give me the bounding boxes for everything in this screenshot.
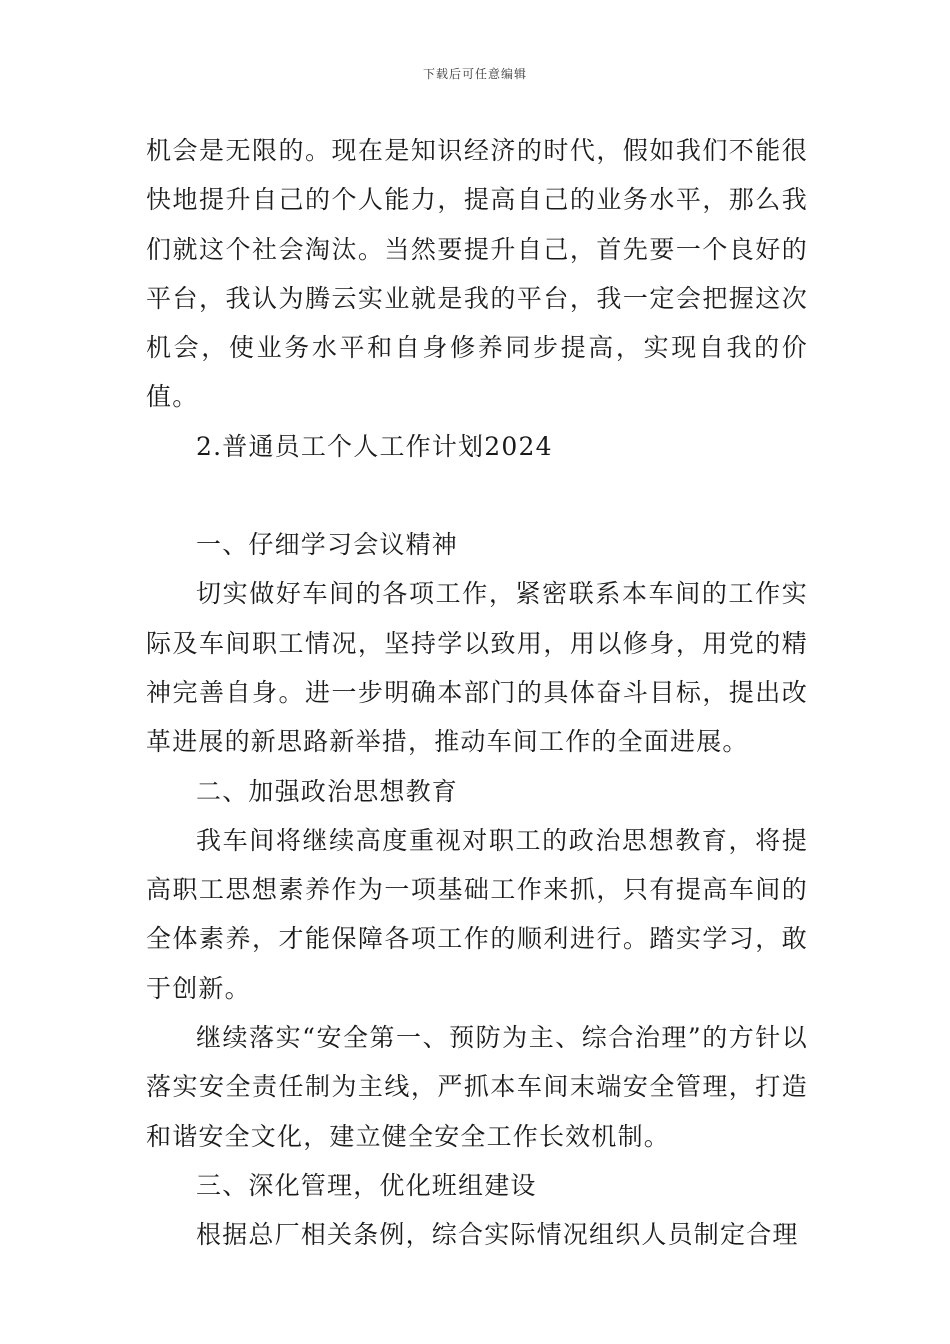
document-body xyxy=(146,126,808,1260)
paragraph-three: 继续落实“安全第一、预防为主、综合治理”的方针以落实安全责任制为主线，严抓本车间末端安全管理，打造和谐安全文化，建立健全安全工作长效机制。 xyxy=(146,1023,808,1151)
paragraph-two: 我车间将继续高度重视对职工的政治思想教育，将提高职工思想素养作为一项基础工作来抓，只有提高车间的全体素养，才能保障各项工作的顺利进行。踏实学习，敢于创新。 xyxy=(146,825,808,1003)
heading-three: 三、深化管理，优化班组建设 xyxy=(196,1170,537,1200)
heading-one: 一、仔细学习会议精神 xyxy=(196,530,459,560)
heading-two: 二、加强政治思想教育 xyxy=(196,776,459,806)
paragraph-one: 切实做好车间的各项工作，紧密联系本车间的工作实际及车间职工情况，坚持学以致用，用以修身，用党的精神完善自身。进一步明确本部门的具体奋斗目标，提出改革进展的新思路新举措，推动车间工作的全面进展。 xyxy=(146,579,808,757)
page-header: 下载后可任意编辑 xyxy=(422,67,527,81)
section-title: 2.普通员工个人工作计划2024 xyxy=(196,431,553,461)
blank-line xyxy=(146,471,808,520)
paragraph-continuation: 机会是无限的。现在是知识经济的时代，假如我们不能很快地提升自己的个人能力，提高自己的业务水平，那么我们就这个社会淘汰。当然要提升自己，首先要一个良好的平台，我认为腾云实业就是我的平台，我一定会把握这次机会，使业务水平和自身修养同步提高，实现自我的价值。 xyxy=(146,136,808,412)
paragraph-four: 根据总厂相关条例，综合实际情况组织人员制定合理 xyxy=(196,1220,799,1250)
